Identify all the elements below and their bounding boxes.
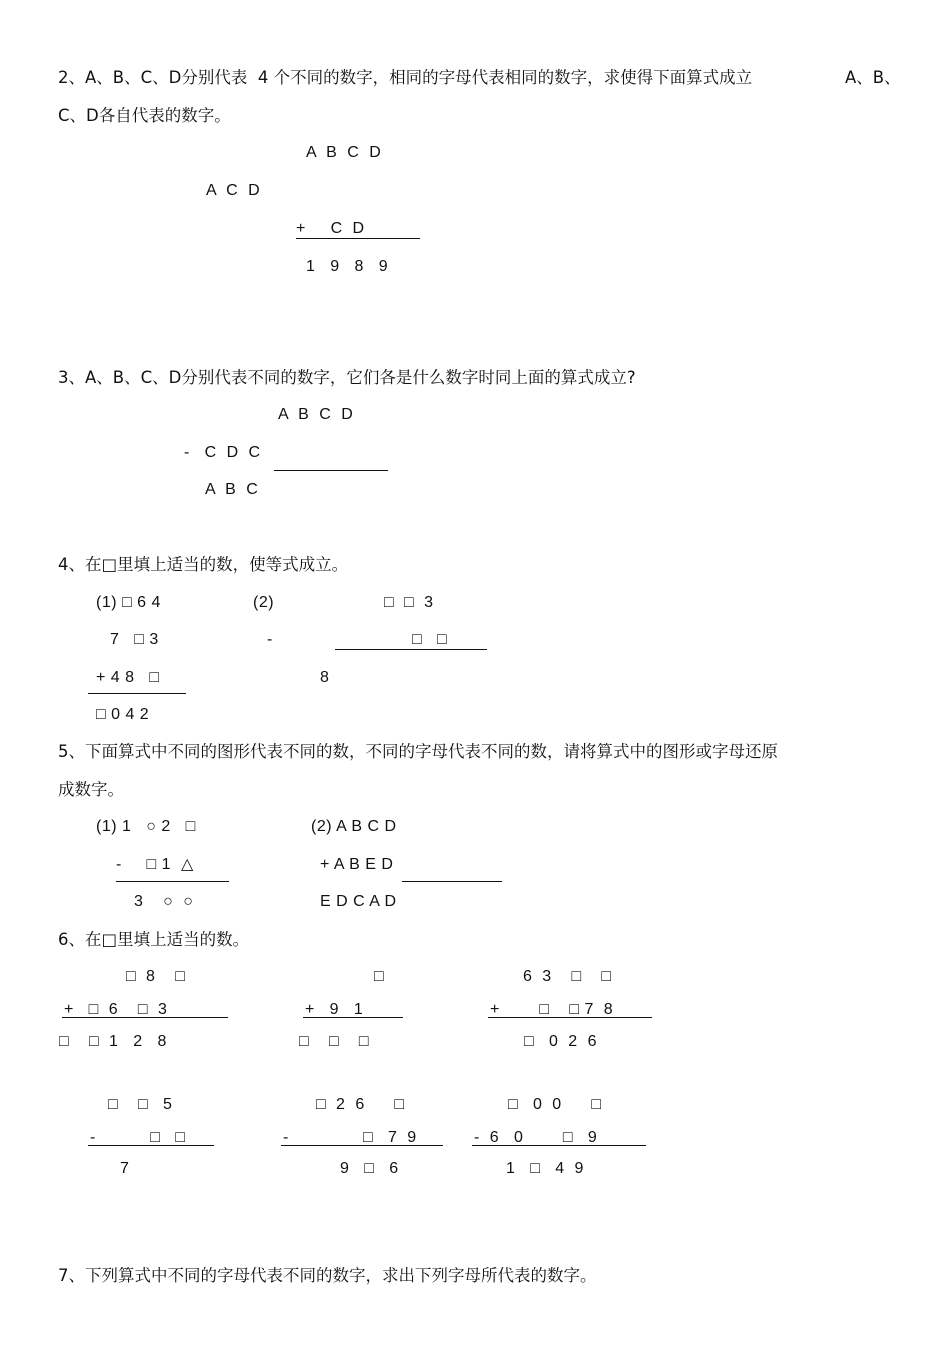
problem-5a-sum-line (116, 881, 229, 882)
problem-6-d3-row-result: 1 □ 4 9 (506, 1160, 584, 1177)
problem-4a-sum-line (88, 693, 186, 694)
problem-4b-label: (2) (253, 594, 275, 611)
problem-4b-row-result: 8 (320, 669, 330, 686)
problem-6-d2-row-result: 9 □ 6 (340, 1160, 399, 1177)
problem-4a-row-result: □ 0 4 2 (96, 706, 150, 723)
problem-6-c1-row-1: □ 8 □ (126, 968, 186, 985)
problem-2-text-line1: 2、A、B、C、D分别代表 4 个不同的数字，相同的字母代表相同的数字，求使得下面算式成立 (58, 68, 753, 87)
problem-6-d1-row-1: □ □ 5 (108, 1096, 173, 1113)
problem-4a-row-2: 7 □ 3 (110, 631, 159, 648)
problem-5b-sum-line (402, 881, 502, 882)
problem-2-row-2: A C D (206, 182, 261, 199)
problem-6-c2-row-result: □ □ □ (299, 1033, 370, 1050)
problem-3-row-result: A B C (205, 481, 259, 498)
problem-4b-sum-line (335, 649, 487, 650)
problem-3-text-line1: 3、A、B、C、D分别代表不同的数字，它们各是什么数字时同上面的算式成立? (58, 368, 636, 387)
problem-6-d3-row-2: - 6 0 □ 9 (474, 1129, 598, 1146)
problem-2-row-3: + C D (296, 220, 365, 237)
problem-5a-row-result: 3 ○ ○ (134, 893, 194, 910)
problem-6-text-line1: 6、在□里填上适当的数。 (58, 930, 250, 949)
problem-6-c2-sum-line (303, 1017, 403, 1018)
problem-5b-row-result: E D C A D (320, 893, 397, 910)
problem-6-c1-sum-line (62, 1017, 228, 1018)
problem-6-d1-row-result: 7 (120, 1160, 130, 1177)
problem-2-text-line2: C、D各自代表的数字。 (58, 106, 231, 125)
problem-3-sum-line (274, 470, 388, 471)
problem-6-c3-sum-line (488, 1017, 652, 1018)
problem-6-d2-sum-line (281, 1145, 443, 1146)
problem-2-text-line1-tail: A、B、 (845, 68, 901, 87)
problem-6-d1-sum-line (88, 1145, 214, 1146)
problem-2-row-1: A B C D (306, 144, 382, 161)
problem-6-d2-row-1: □ 2 6 □ (316, 1096, 405, 1113)
problem-6-c2-row-2: + 9 1 (305, 1001, 364, 1018)
problem-5b-row-1: (2) A B C D (311, 818, 397, 835)
problem-6-c3-row-2: + □ □ 7 8 (490, 1001, 614, 1018)
problem-4b-row-1: □ □ 3 (384, 594, 434, 611)
problem-5b-row-2: + A B E D (320, 856, 394, 873)
problem-6-c1-row-2: + □ 6 □ 3 (64, 1001, 168, 1018)
problem-6-c3-row-1: 6 3 □ □ (523, 968, 612, 985)
problem-7-text-line1: 7、下列算式中不同的字母代表不同的数字，求出下列字母所代表的数字。 (58, 1266, 597, 1285)
problem-3-row-2: - C D C (184, 444, 261, 461)
problem-5-text-line1: 5、下面算式中不同的图形代表不同的数，不同的字母代表不同的数，请将算式中的图形或字母还原 (58, 742, 778, 761)
problem-4-text-line1: 4、在□里填上适当的数，使等式成立。 (58, 555, 349, 574)
problem-6-c2-row-1: □ (374, 968, 385, 985)
problem-4b-minus: - (267, 631, 273, 648)
problem-6-c3-row-result: □ 0 2 6 (524, 1033, 597, 1050)
problem-6-c1-row-result: □ □ 1 2 8 (59, 1033, 167, 1050)
problem-2-sum-line (296, 238, 420, 239)
problem-6-d2-row-2: - □ 7 9 (283, 1129, 417, 1146)
problem-4b-row-2: □ □ (412, 631, 448, 648)
problem-5a-row-1: (1) 1 ○ 2 □ (96, 818, 196, 835)
problem-2-row-result: 1 9 8 9 (306, 258, 389, 275)
problem-5a-row-2: - □ 1 △ (116, 856, 194, 873)
problem-4a-row-3: + 4 8 □ (96, 669, 160, 686)
problem-6-d1-row-2: - □ □ (90, 1129, 186, 1146)
problem-6-d3-sum-line (472, 1145, 646, 1146)
problem-4a-row-1: (1) □ 6 4 (96, 594, 161, 611)
problem-3-row-1: A B C D (278, 406, 354, 423)
problem-6-d3-row-1: □ 0 0 □ (508, 1096, 602, 1113)
problem-5-text-line2: 成数字。 (58, 780, 124, 799)
